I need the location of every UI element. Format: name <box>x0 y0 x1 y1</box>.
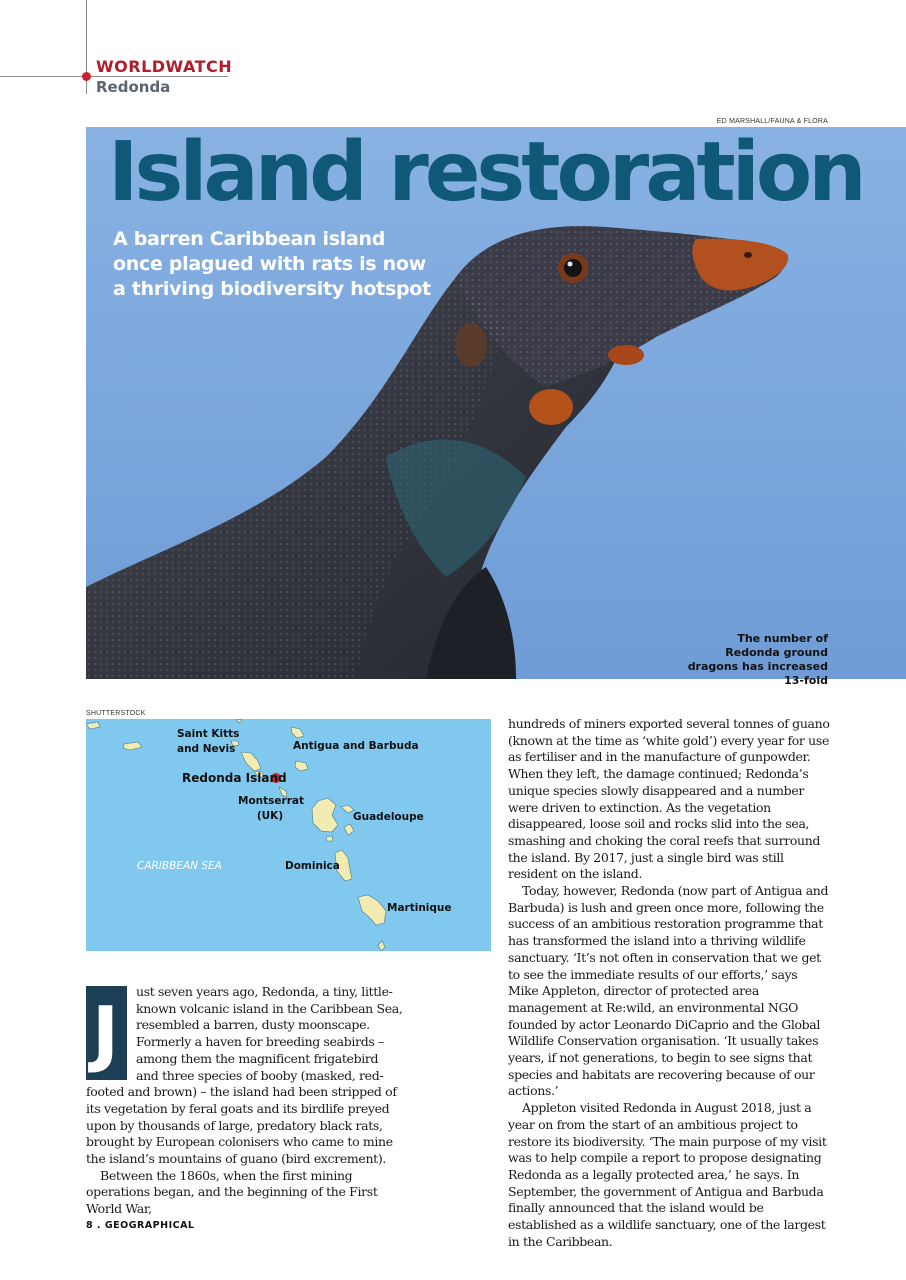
map-label-caribbean-sea: CARIBBEAN SEA <box>137 860 222 872</box>
article-headline: Island restoration <box>108 125 863 220</box>
map-label-nevis: and Nevis <box>177 743 236 755</box>
caribbean-map <box>86 719 491 951</box>
article-paragraph: Today, however, Redonda (now part of Antigua and Barbuda) is lush and green once more, following the success of an ambitious restoration programme that has transformed the island into a thriving wildlife sanctuary. ‘It’s not often in conservation that we get to see the immediate results of our efforts,’ says Mike Appleton, director of protected area management at Re:wild, an environmental NGO founded by actor Leonardo DiCaprio and the Global Wildlife Conservation organisation. ‘It usually takes years, if not generations, to begin to see signs that species and habitats are recovering because of our actions.’ <box>508 883 829 1099</box>
article-paragraph: ust seven years ago, Redonda, a tiny, little-known volcanic island in the Caribbean Sea, resembled a barren, dusty moonscape. Formerly a haven for breeding seabirds – among them the magnificent frigatebird and three species of booby (masked, red-footed and brown) – the island had been stripped of its vegetation by feral goats and its birdlife preyed upon by thousands of large, predatory black rats, brought by European colonisers who came to mine the island’s mountains of guano (bird excrement). <box>86 984 403 1167</box>
article-right-column <box>508 716 830 1251</box>
page-folio: 8 . GEOGRAPHICAL <box>86 1220 195 1231</box>
section-subtitle: Redonda <box>96 78 171 96</box>
map-label-martinique: Martinique <box>387 902 452 914</box>
article-standfirst: A barren Caribbean island once plagued with rats is now a thriving biodiversity hotspot <box>113 228 431 300</box>
map-label-antigua: Antigua and Barbuda <box>293 740 419 752</box>
map-photo-credit: SHUTTERSTOCK <box>86 710 146 717</box>
header-horizontal-rule <box>0 76 228 77</box>
article-paragraph: Appleton visited Redonda in August 2018, just a year on from the start of an ambitious project to restore its biodiversity. ‘The main purpose of my visit was to help compile a report to propose designating Redonda as a legally protected area,’ he says. In September, the government of Antigua and Barbuda finally announced that the island would be established as a wildlife sanctuary, one of the largest in the Caribbean. <box>508 1100 827 1249</box>
article-paragraph: Between the 1860s, when the first mining operations began, and the beginning of the First World War, <box>86 1167 378 1217</box>
map-label-saint-kitts: Saint Kitts <box>177 728 240 740</box>
header-dot <box>82 72 91 81</box>
map-landmasses <box>86 719 491 951</box>
hero-caption: The number of Redonda ground dragons has increased 13-fold <box>687 632 828 687</box>
map-label-montserrat-uk: (UK) <box>256 810 284 822</box>
article-paragraph: hundreds of miners exported several tonnes of guano (known at the time as ‘white gold’) every year for use as fertiliser and in the manufacture of gunpowder. When they left, the damage continued; Redonda’s unique species slowly disappeared and a number were driven to extinction. As the vegetation disappeared, loose soil and rocks slid into the sea, smashing and choking the coral reefs that surround the island. By 2017, just a single bird was still resident on the island. <box>508 716 830 882</box>
article-left-column <box>86 984 404 1218</box>
map-label-montserrat: Montserrat <box>238 795 304 807</box>
section-title: WORLDWATCH <box>96 57 233 76</box>
map-label-redonda: Redonda Island <box>182 771 287 785</box>
hero-photo-credit: ED MARSHALL/FAUNA & FLORA <box>716 118 828 125</box>
drop-cap-letter: J <box>92 991 119 1075</box>
map-label-guadeloupe: Guadeloupe <box>353 811 424 823</box>
map-label-dominica: Dominica <box>285 860 340 872</box>
